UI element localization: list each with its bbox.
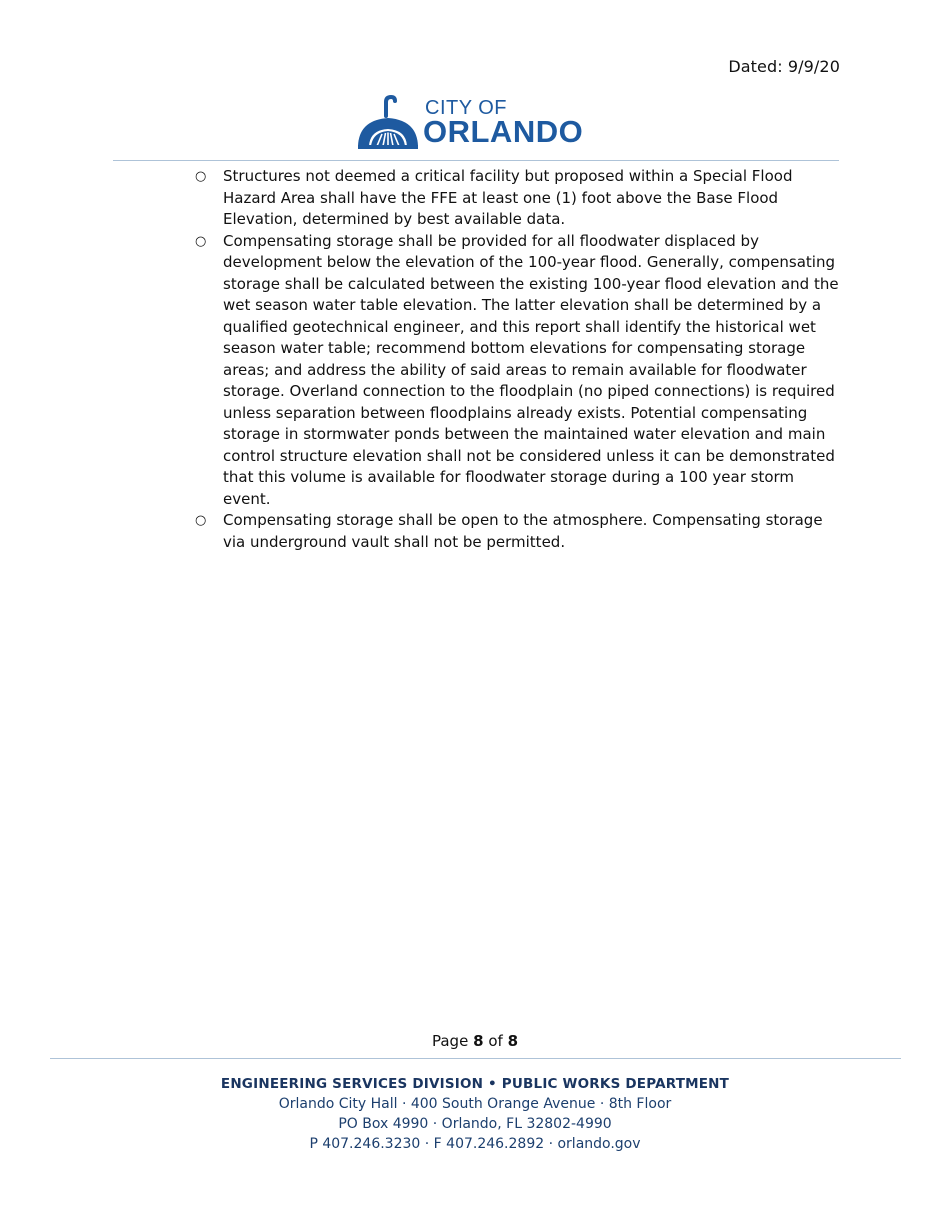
list-item-text: Compensating storage shall be provided for all floodwater displaced by development below the elevation of the 100-year flood. Generally, compensating storage shall be calculated between the existing 100-year flood elevation and the wet season water table elevation. The latter elevation shall be determined by a qualified geotechnical engineer, and this report shall identify the historical wet season water table; recommend bottom elevations for compensating storage areas; and address the ability of said areas to remain available for floodwater storage. Overland connection to the floodplain (no piped connections) is required unless separation between floodplains already exists. Potential compensating storage in stormwater ponds between the maintained water elevation and main control structure elevation shall not be considered unless it can be demonstrated that this volume is available for floodwater storage during a 100 year storm event.	[223, 231, 839, 508]
page-number	[0, 1032, 950, 1050]
fountain-dome-icon	[355, 94, 421, 150]
bullet-icon: ○	[195, 233, 207, 249]
footer-divider	[50, 1058, 901, 1059]
document-body	[195, 166, 845, 553]
requirements-list	[195, 166, 845, 553]
page-label: Page	[431, 1032, 469, 1050]
footer	[0, 1074, 950, 1154]
footer-contact-line: P 407.246.3230 · F 407.246.2892 · orlando.gov	[309, 1136, 641, 1152]
logo-text-city-of: CITY OF	[425, 97, 508, 119]
list-item	[195, 231, 845, 511]
current-page: 8	[473, 1032, 484, 1050]
list-item-text: Compensating storage shall be open to the atmosphere. Compensating storage via underground vault shall not be permitted.	[223, 511, 823, 551]
list-item	[195, 166, 845, 231]
header-divider	[113, 160, 839, 161]
footer-address-line-1: Orlando City Hall · 400 South Orange Avenue · 8th Floor	[278, 1096, 672, 1112]
list-item	[195, 510, 845, 553]
page-of-label: of	[488, 1032, 503, 1050]
footer-address-line-2: PO Box 4990 · Orlando, FL 32802-4990	[338, 1116, 612, 1132]
total-pages: 8	[507, 1032, 518, 1050]
city-of-orlando-logo	[355, 94, 600, 150]
logo-text-orlando: ORLANDO	[423, 114, 584, 149]
footer-department: ENGINEERING SERVICES DIVISION • PUBLIC WORKS DEPARTMENT	[220, 1076, 730, 1092]
bullet-icon: ○	[195, 513, 207, 528]
list-item-text: Structures not deemed a critical facility but proposed within a Special Flood Hazard Area shall have the FFE at least one (1) foot above the Base Flood Elevation, determined by best available data.	[223, 167, 793, 228]
bullet-icon: ○	[195, 169, 207, 184]
dated-label: Dated: 9/9/20	[728, 57, 840, 76]
